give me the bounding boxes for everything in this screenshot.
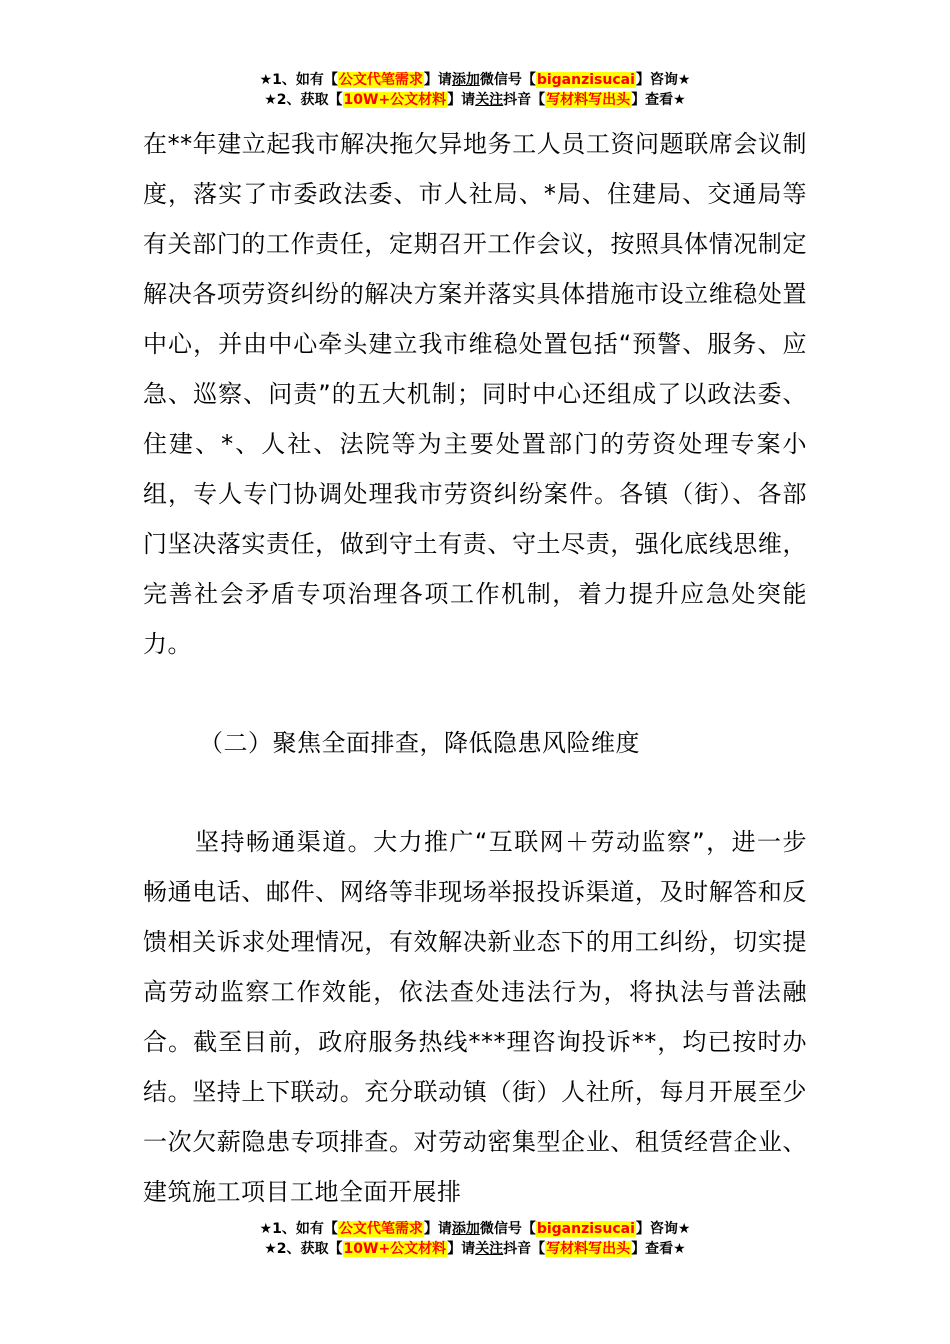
banner-line-1 <box>0 70 950 90</box>
banner-text: 微信号【 <box>479 1221 536 1237</box>
banner-text: ★1、如有【 <box>259 1221 338 1237</box>
banner-text: 】查看★ <box>631 92 686 108</box>
banner-highlight: 公文代笔需求 <box>338 72 423 88</box>
banner-text: 】请 <box>447 92 476 108</box>
footer-banner <box>0 1219 950 1259</box>
banner-text: 微信号【 <box>479 72 536 88</box>
banner-text: 】请 <box>423 72 452 88</box>
banner-text: ★2、获取【 <box>264 1241 343 1257</box>
banner-text: 】请 <box>423 1221 452 1237</box>
banner-emphasis: 添加 <box>451 1221 480 1237</box>
banner-text: 抖音【 <box>503 1241 546 1257</box>
banner-highlight: biganzisucai <box>536 1221 635 1237</box>
banner-highlight: biganzisucai <box>536 72 635 88</box>
banner-emphasis: 关注 <box>475 1241 504 1257</box>
banner-highlight: 10W+公文材料 <box>343 1241 447 1257</box>
paragraph: 坚持畅通渠道。大力推广“互联网＋劳动监察”，进一步畅通电话、邮件、网络等非现场举报投诉渠道，及时解答和反馈相关诉求处理情况，有效解决新业态下的用工纠纷，切实提高劳动监察工作效能，依法查处违法行为，将执法与普法融合。截至目前，政府服务热线***理咨询投诉**，均已按时办结。坚持上下联动。充分联动镇（街）人社所，每月开展至少一次欠薪隐患专项排查。对劳动密集型企业、租赁经营企业、建筑施工项目工地全面开展排 <box>143 828 807 1206</box>
banner-text: 】查看★ <box>631 1241 686 1257</box>
banner-text: 】咨询★ <box>635 72 691 88</box>
document-body-top <box>143 119 807 669</box>
banner-highlight: 写材料写出头 <box>546 1241 631 1257</box>
header-banner <box>0 70 950 110</box>
banner-line-2 <box>0 1239 950 1259</box>
banner-text: 抖音【 <box>503 92 546 108</box>
banner-text: ★2、获取【 <box>264 92 343 108</box>
banner-text: 】咨询★ <box>635 1221 691 1237</box>
banner-highlight: 写材料写出头 <box>546 92 631 108</box>
banner-highlight: 10W+公文材料 <box>343 92 447 108</box>
document-body-bottom <box>143 817 807 1217</box>
banner-text: ★1、如有【 <box>259 72 338 88</box>
banner-text: 】请 <box>447 1241 476 1257</box>
paragraph: 在**年建立起我市解决拖欠异地务工人员工资问题联席会议制度，落实了市委政法委、市人社局、*局、住建局、交通局等有关部门的工作责任，定期召开工作会议，按照具体情况制定解决各项劳资纠纷的解决方案并落实具体措施市设立维稳处置中心，并由中心牵头建立我市维稳处置包括“预警、服务、应急、巡察、问责”的五大机制；同时中心还组成了以政法委、住建、*、人社、法院等为主要处置部门的劳资处理专案小组，专人专门协调处理我市劳资纠纷案件。各镇（街）、各部门坚决落实责任，做到守土有责、守土尽责，强化底线思维，完善社会矛盾专项治理各项工作机制，着力提升应急处突能力。 <box>143 130 807 658</box>
banner-line-1 <box>0 1219 950 1239</box>
section-heading: （二）聚焦全面排查，降低隐患风险维度 <box>199 729 640 757</box>
banner-emphasis: 关注 <box>475 92 504 108</box>
banner-highlight: 公文代笔需求 <box>338 1221 423 1237</box>
banner-emphasis: 添加 <box>451 72 480 88</box>
banner-line-2 <box>0 90 950 110</box>
